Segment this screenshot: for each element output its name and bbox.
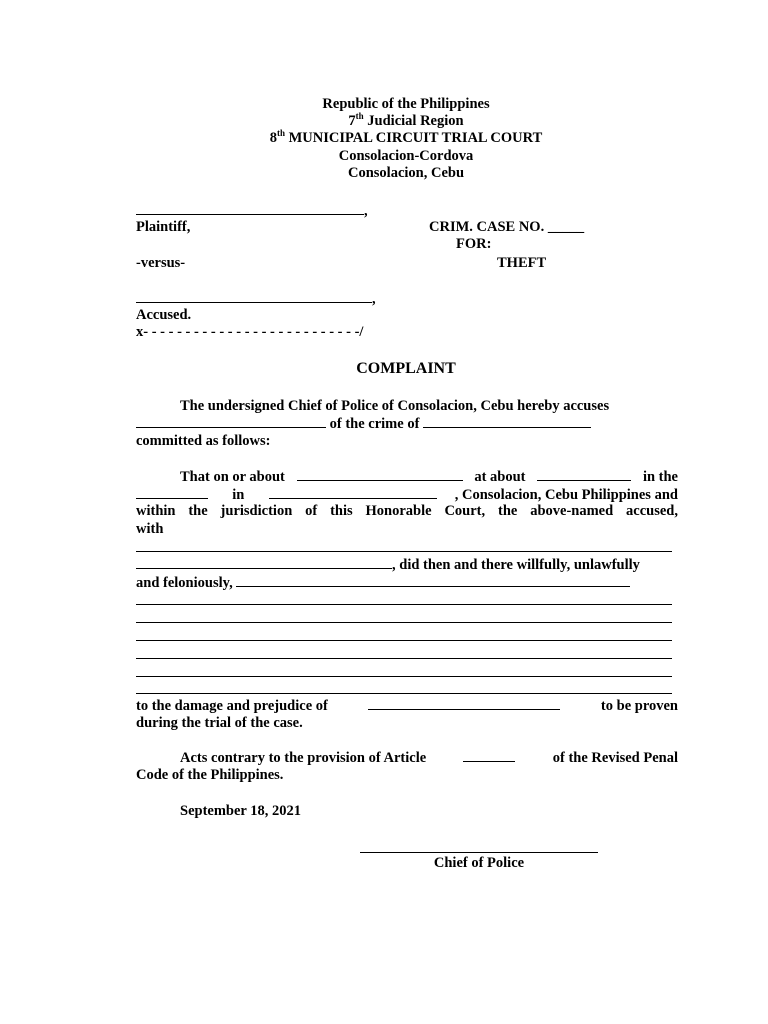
blank-line	[136, 693, 672, 694]
signature-title: Chief of Police	[433, 855, 525, 871]
for-label: FOR:	[456, 236, 492, 252]
para2-feloniously-line: and feloniously,	[136, 574, 630, 592]
para2-line3: within the jurisdiction of this Honorable Court, the above-named accused,	[136, 503, 678, 519]
plaintiff-name-line: ,	[136, 202, 368, 220]
document-title: COMPLAINT	[356, 360, 456, 377]
header-district: Consolacion-Cordova	[338, 148, 474, 164]
para2-line1: That on or about at about in the	[180, 469, 678, 485]
case-number-label: CRIM. CASE NO. _____	[429, 219, 585, 235]
blank-line	[136, 604, 672, 605]
para2-during-line: during the trial of the case.	[136, 715, 303, 731]
para2-line2: in , Consolacion, Cebu Philippines and	[136, 486, 678, 504]
para1-line3: committed as follows:	[136, 433, 271, 449]
blank-line	[136, 622, 672, 623]
para3-line2: Code of the Philippines.	[136, 767, 284, 783]
blank-line	[136, 658, 672, 659]
header-region: 7th Judicial Region	[348, 111, 464, 129]
para3-line1: Acts contrary to the provision of Article of the Revised Penal	[180, 750, 678, 766]
signature-line	[360, 852, 598, 853]
versus-label: -versus-	[136, 255, 186, 271]
caption-separator: x- - - - - - - - - - - - - - - - - - - - - - - - - -/	[136, 324, 364, 340]
accused-name-line: ,	[136, 290, 376, 308]
para2-with: with	[136, 521, 164, 537]
crime-label: THEFT	[497, 255, 547, 271]
document-date: September 18, 2021	[180, 803, 301, 819]
header-court: 8th MUNICIPAL CIRCUIT TRIAL COURT	[269, 128, 543, 146]
para2-damage-line: to the damage and prejudice of to be proven	[136, 698, 678, 714]
header-republic: Republic of the Philippines	[322, 96, 490, 112]
para1-line1: The undersigned Chief of Police of Consolacion, Cebu hereby accuses	[180, 398, 610, 414]
plaintiff-label: Plaintiff,	[136, 219, 191, 235]
accused-label: Accused.	[136, 307, 192, 323]
blank-line	[136, 640, 672, 641]
blank-line	[136, 676, 672, 677]
para1-line2: of the crime of	[136, 415, 591, 433]
header-location: Consolacion, Cebu	[347, 165, 465, 181]
blank-line	[136, 551, 672, 552]
para2-did-then-line: , did then and there willfully, unlawfully	[136, 556, 640, 574]
